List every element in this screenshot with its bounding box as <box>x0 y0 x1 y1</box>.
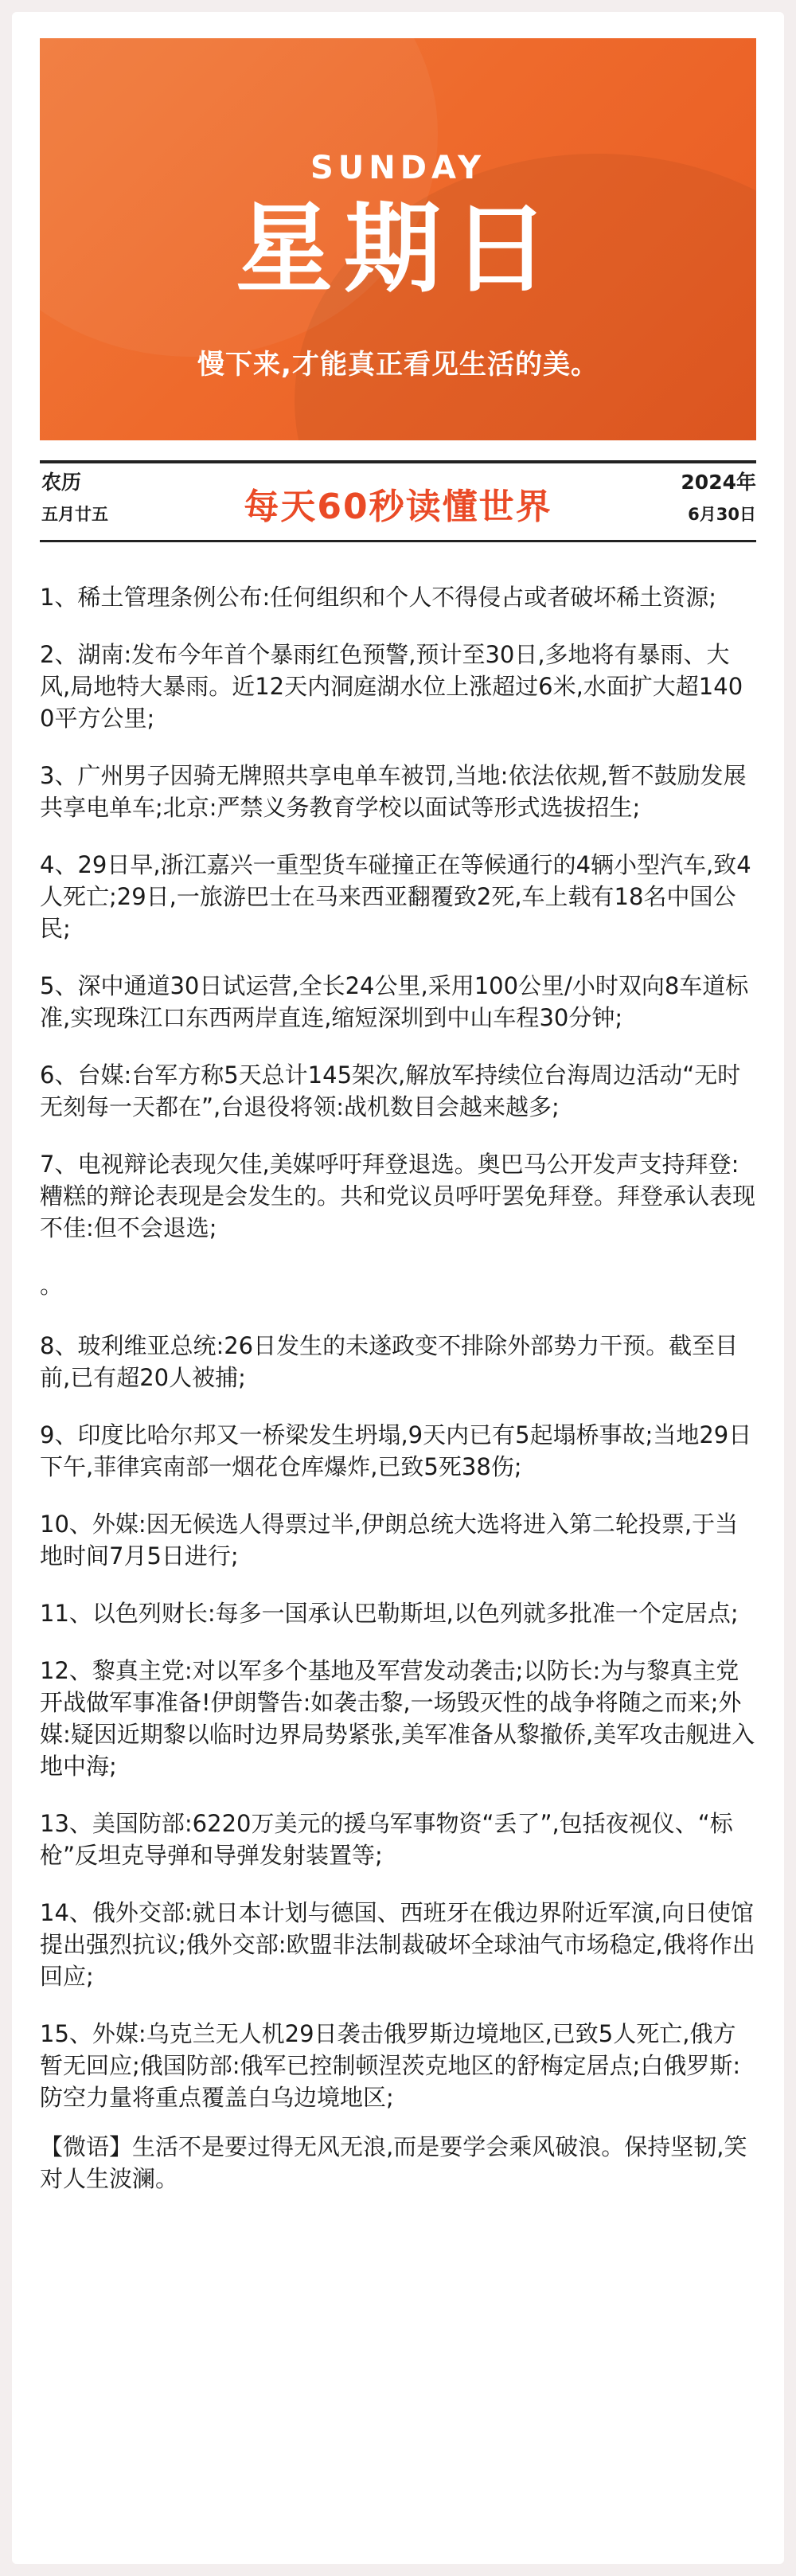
news-item: 15、外媒:乌克兰无人机29日袭击俄罗斯边境地区,已致5人死亡,俄方暂无回应;俄国防部:俄军已控制顿涅茨克地区的舒梅定居点;白俄罗斯:防空力量将重点覆盖白乌边境地区; <box>40 2020 741 2111</box>
news-item: 5、深中通道30日试运营,全长24公里,采用100公里/小时双向8车道标准,实现珠江口东西两岸直连,缩短深圳到中山车程30分钟; <box>40 972 749 1031</box>
news-item: 13、美国防部:6220万美元的援乌军事物资“丢了”,包括夜视仪、“标枪”反坦克导弹和导弹发射装置等; <box>40 1810 733 1869</box>
news-item: 3、广州男子因骑无牌照共享电单车被罚,当地:依法依规,暂不鼓励发展共享电单车;北京:严禁义务教育学校以面试等形式选拔招生; <box>40 762 747 821</box>
divider <box>40 540 756 542</box>
header-banner <box>40 38 756 440</box>
page-title: 每天60秒读懂世界 <box>244 487 552 527</box>
lunar-label: 农历 <box>41 471 82 494</box>
news-list <box>40 581 756 2195</box>
stray-punctuation: 。 <box>40 1272 64 1299</box>
news-item: 11、以色列财长:每多一国承认巴勒斯坦,以色列就多批准一个定居点; <box>40 1600 739 1627</box>
news-item: 6、台媒:台军方称5天总计145架次,解放军持续位台海周边活动“无时无刻每一天都在”,台退役将领:战机数目会越来越多; <box>40 1061 741 1120</box>
news-item: 1、稀土管理条例公布:任何组织和个人不得侵占或者破坏稀土资源; <box>40 584 716 611</box>
weekday-english: SUNDAY <box>310 150 486 186</box>
lunar-date: 五月廿五 <box>41 505 108 524</box>
year: 2024年 <box>681 471 756 494</box>
divider <box>40 460 756 463</box>
news-item: 8、玻利维亚总统:26日发生的未遂政变不排除外部势力干预。截至目前,已有超20人被捕; <box>40 1332 739 1391</box>
weekday-chinese: 星期日 <box>236 193 560 306</box>
news-item: 2、湖南:发布今年首个暴雨红色预警,预计至30日,多地将有暴雨、大风,局地特大暴雨。近12天内洞庭湖水位上涨超过6米,水面扩大超1400平方公里; <box>40 641 743 732</box>
date: 6月30日 <box>688 505 756 524</box>
news-item: 14、俄外交部:就日本计划与德国、西班牙在俄边界附近军演,向日使馆提出强烈抗议;俄外交部:欧盟非法制裁破坏全球油气市场稳定,俄将作出回应; <box>40 1899 755 1990</box>
news-item: 10、外媒:因无候选人得票过半,伊朗总统大选将进入第二轮投票,于当地时间7月5日进行; <box>40 1511 739 1569</box>
banner-slogan: 慢下来,才能真正看见生活的美。 <box>197 349 599 381</box>
news-item: 4、29日早,浙江嘉兴一重型货车碰撞正在等候通行的4辆小型汽车,致4人死亡;29日,一旅游巴士在马来西亚翻覆致2死,车上载有18名中国公民; <box>40 851 751 942</box>
news-item: 12、黎真主党:对以军多个基地及军营发动袭击;以防长:为与黎真主党开战做军事准备!伊朗警告:如袭击黎,一场毁灭性的战争将随之而来;外媒:疑因近期黎以临时边界局势紧张,美军准备从黎撤侨,美军攻击舰进入地中海; <box>40 1657 755 1780</box>
news-item: 9、印度比哈尔邦又一桥梁发生坍塌,9天内已有5起塌桥事故;当地29日下午,菲律宾南部一烟花仓库爆炸,已致5死38伤; <box>40 1421 752 1480</box>
news-item: 7、电视辩论表现欠佳,美媒呼吁拜登退选。奥巴马公开发声支持拜登:糟糕的辩论表现是会发生的。共和党议员呼吁罢免拜登。拜登承认表现不佳:但不会退选; <box>40 1151 756 1241</box>
daily-quote: 【微语】生活不是要过得无风无浪,而是要学会乘风破浪。保持坚韧,笑对人生波澜。 <box>40 2133 747 2192</box>
